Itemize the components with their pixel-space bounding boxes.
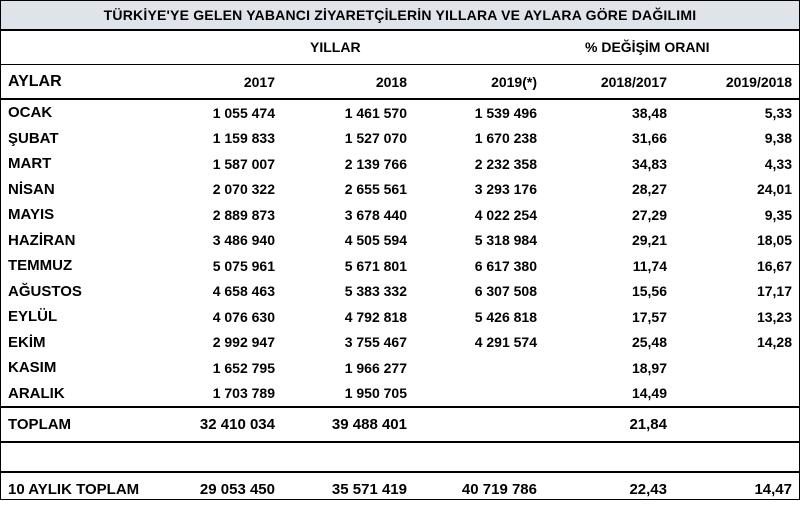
table-row [0, 330, 800, 356]
value-cell: 29 053 450 [150, 472, 283, 506]
value-cell: 17,57 [631, 308, 667, 325]
value-cell: 5 383 332 [344, 283, 407, 300]
row-label-cell: NİSAN [8, 180, 55, 198]
value-cell: 28,27 [631, 181, 667, 198]
value-cell: 1 587 007 [212, 155, 275, 172]
value-cell: 5 318 984 [474, 232, 537, 249]
value-cell: 16,67 [756, 257, 792, 274]
visitors-table [0, 65, 800, 506]
value-cell: 15,56 [631, 283, 667, 300]
value-cell [415, 355, 545, 381]
value-cell: 4 076 630 [212, 308, 275, 325]
value-cell: 2 655 561 [344, 181, 407, 198]
value-cell: 11,74 [632, 257, 667, 274]
value-cell: 5 671 801 [344, 257, 407, 274]
value-cell: 27,29 [631, 206, 667, 223]
value-cell: 2018/2017 [600, 73, 667, 90]
value-cell: 17,17 [756, 283, 792, 300]
table-title: TÜRKİYE'YE GELEN YABANCI ZİYARETÇİLERİN YILLARA VE AYLARA GÖRE DAĞILIMI [103, 6, 697, 23]
row-label-cell: TEMMUZ [8, 257, 73, 275]
row-label-cell: HAZİRAN [8, 231, 76, 249]
table-body [0, 65, 800, 506]
ten-month-total-row [0, 472, 800, 506]
table-row [0, 279, 800, 305]
value-cell: 18,97 [631, 359, 667, 376]
value-cell: 2 139 766 [344, 155, 407, 172]
value-cell: 31,66 [631, 130, 667, 147]
value-cell: 5 075 961 [212, 257, 275, 274]
change-group-label: % DEĞİŞİM ORANI [585, 39, 710, 55]
table-row [0, 381, 800, 408]
row-label-cell: OCAK [0, 99, 150, 126]
spacer-cell [0, 442, 800, 472]
value-cell: 3 678 440 [344, 206, 407, 223]
value-cell: 4 291 574 [474, 334, 537, 351]
total-row [0, 407, 800, 442]
value-cell: 1 950 705 [344, 385, 407, 402]
value-cell: 1 527 070 [344, 130, 407, 147]
value-cell [415, 407, 545, 442]
value-cell: 25,48 [631, 334, 667, 351]
table-row [0, 228, 800, 254]
value-cell: 18,05 [756, 232, 792, 249]
value-cell: 3 293 176 [474, 181, 537, 198]
value-cell: 22,43 [545, 472, 675, 506]
value-cell: 5,33 [675, 99, 800, 126]
value-cell: 4,33 [764, 155, 792, 172]
table-row [0, 202, 800, 228]
table-row [0, 253, 800, 279]
spacer-row [0, 442, 800, 472]
value-cell: 39 488 401 [283, 407, 415, 442]
row-label-cell: MAYIS [8, 206, 55, 224]
value-cell [415, 381, 545, 408]
value-cell: 2018 [375, 73, 407, 90]
value-cell: 4 022 254 [474, 206, 537, 223]
value-cell: 38,48 [545, 99, 675, 126]
value-cell: 6 617 380 [474, 257, 537, 274]
value-cell: 9,38 [764, 130, 792, 147]
value-cell: 6 307 508 [474, 283, 537, 300]
value-cell: 14,28 [756, 334, 792, 351]
value-cell: 35 571 419 [283, 472, 415, 506]
years-group-label: YILLAR [310, 39, 361, 55]
value-cell: 2 070 322 [212, 181, 275, 198]
row-label-cell: AYLAR [8, 72, 62, 90]
value-cell: 1 539 496 [415, 99, 545, 126]
row-label-cell: AĞUSTOS [8, 282, 82, 300]
value-cell: 14,47 [675, 472, 800, 506]
row-label-cell: KASIM [8, 359, 57, 377]
row-label-cell: ŞUBAT [8, 129, 59, 147]
value-cell: 2019/2018 [725, 73, 792, 90]
value-cell: 2 232 358 [474, 155, 537, 172]
value-cell: 32 410 034 [150, 407, 283, 442]
row-label-cell: TOPLAM [0, 407, 150, 442]
value-cell: 14,49 [631, 385, 667, 402]
table-row [0, 304, 800, 330]
value-cell: 2019(*) [491, 73, 537, 90]
value-cell: 29,21 [631, 232, 667, 249]
value-cell: 13,23 [756, 308, 792, 325]
table-row [0, 177, 800, 203]
value-cell: 5 426 818 [474, 308, 537, 325]
value-cell: 2017 [243, 73, 275, 90]
row-label-cell: EKİM [8, 333, 46, 351]
value-cell [675, 381, 800, 408]
value-cell: 3 486 940 [212, 232, 275, 249]
value-cell: 4 505 594 [344, 232, 407, 249]
value-cell: 4 792 818 [344, 308, 407, 325]
value-cell: 24,01 [756, 181, 792, 198]
value-cell: 9,35 [764, 206, 792, 223]
value-cell: 1 159 833 [212, 130, 275, 147]
table-row [0, 99, 800, 126]
column-group-header [0, 31, 800, 65]
table-row [0, 126, 800, 152]
value-cell: 3 755 467 [344, 334, 407, 351]
value-cell: 1 652 795 [212, 359, 275, 376]
value-cell: 2 992 947 [212, 334, 275, 351]
table-header-row [0, 65, 800, 99]
row-label-cell: ARALIK [8, 384, 65, 402]
value-cell [675, 355, 800, 381]
value-cell: 2 889 873 [212, 206, 275, 223]
row-label-cell: MART [8, 155, 52, 173]
table-row [0, 355, 800, 381]
table-title-bar [0, 0, 800, 31]
value-cell: 1 670 238 [474, 130, 537, 147]
table-row [0, 151, 800, 177]
value-cell: 1 966 277 [344, 359, 407, 376]
value-cell [675, 407, 800, 442]
value-cell: 34,83 [631, 155, 667, 172]
value-cell: 1 055 474 [150, 99, 283, 126]
row-label-cell: 10 AYLIK TOPLAM [0, 472, 150, 506]
value-cell: 4 658 463 [212, 283, 275, 300]
value-cell: 40 719 786 [415, 472, 545, 506]
value-cell: 1 703 789 [212, 385, 275, 402]
value-cell: 21,84 [545, 407, 675, 442]
row-label-cell: EYLÜL [8, 308, 58, 326]
value-cell: 1 461 570 [283, 99, 415, 126]
